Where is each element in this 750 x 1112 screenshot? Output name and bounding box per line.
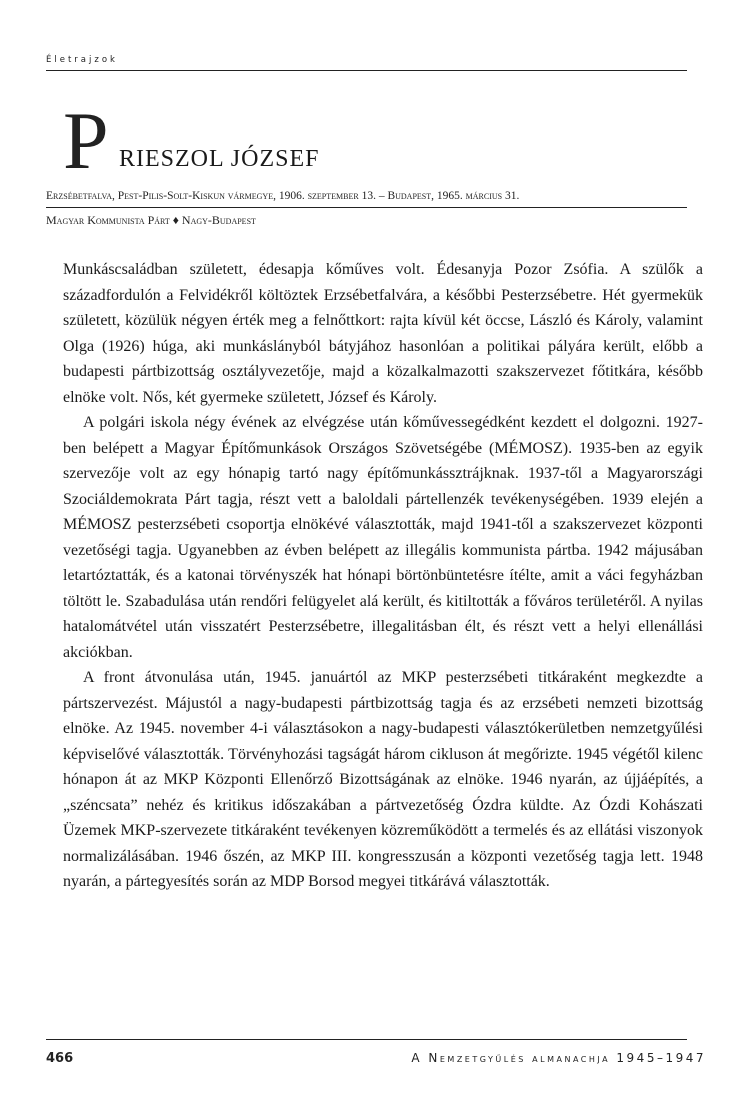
- meta-rule: [46, 207, 687, 208]
- paragraph: A polgári iskola négy évének az elvégzése után kőművessegédként kezdett el dolgozni. 1927-ben belépett a Magyar Építőmunkások Országos Szövetségébe (MÉMOSZ). 1935-ben az egyik szervezője volt az egy hónapig tartó nagy építőmunkássztrájknak. 1937-től a Magyarországi Szociáldemokrata Párt tagja, részt vett a baloldali pártellenzék tevékenységében. 1939 elején a MÉMOSZ pesterzsébeti csoportja elnökévé választották, majd 1941-től a szakszervezet központi vezetőségi tagja. Ugyanebben az évben belépett az illegális kommunista pártba. 1942 májusában letartóztatták, és a katonai törvényszék hat hónapi börtönbüntetésre ítélte, amit a váci fegyházban töltött le. Szabadulása után rendőri felügyelet alá került, és kitiltották a főváros területéről. A nyilas hatalomátvétel után visszatért Pesterzsébetre, illegalitásban élt, és részt vett a helyi ellenállási akciókban.: [63, 414, 703, 661]
- book-title: A Nemzetgyűlés almanachja 1945–1947: [411, 1051, 706, 1065]
- birth-death-line: Erzsébetfalva, Pest-Pilis-Solt-Kiskun vármegye, 1906. szeptember 13. – Budapest, 1965. március 31.: [46, 190, 520, 202]
- header-rule: [46, 70, 687, 71]
- title-text: RIESZOL JÓZSEF: [119, 146, 320, 172]
- party-line: Magyar Kommunista Párt ♦ Nagy-Budapest: [46, 213, 256, 227]
- paragraph: A front átvonulása után, 1945. januártól az MKP pesterzsébeti titkáraként megkezdte a pártszervezést. Májustól a nagy-budapesti pártbizottság tagja és az erzsébeti nemzeti bizottság elnöke. Az 1945. november 4-i választásokon a nagy-budapesti választókerületben nemzetgyűlési képviselővé választották. Törvényhozási tagságát három cikluson át megőrizte. 1945 végétől kilenc hónapon át az MKP Központi Ellenőrző Bizottságának az elnöke. 1946 nyarán, az újjáépítés, a „széncsata” nehéz és kritikus időszakában a pártvezetőség Ózdra küldte. Az Ózdi Kohászati Üzemek MKP-szervezete titkáraként tevékenyen közreműködött a termelés és az ellátási viszonyok normalizálásában. 1946 őszén, az MKP III. kongresszusán a központi vezetőség tagja lett. 1948 nyarán, a pártegyesítés során az MDP Borsod megyei titkárává választották.: [63, 669, 703, 890]
- page-number: 466: [46, 1051, 74, 1066]
- title-dropcap: P: [63, 95, 109, 186]
- footer-rule: [46, 1039, 687, 1040]
- running-head: Életrajzok: [46, 55, 118, 65]
- biography-body: [63, 257, 703, 895]
- paragraph: Munkáscsaládban született, édesapja kőműves volt. Édesanyja Pozor Zsófia. A szülők a századfordulón a Felvidékről költöztek Erzsébetfalvára, a későbbi Pesterzsébetre. Hét gyermekük született, közülük négyen érték meg a felnőttkort: rajta kívül két öccse, László és Károly, valamint Olga (1926) húga, aki munkáslányból bátyjához hasonlóan a politikai pályára került, előbb a budapesti pártbizottság osztályvezetője, majd a közalkalmazotti szakszervezet főtitkára, később elnöke volt. Nős, két gyermeke született, József és Károly.: [63, 261, 703, 406]
